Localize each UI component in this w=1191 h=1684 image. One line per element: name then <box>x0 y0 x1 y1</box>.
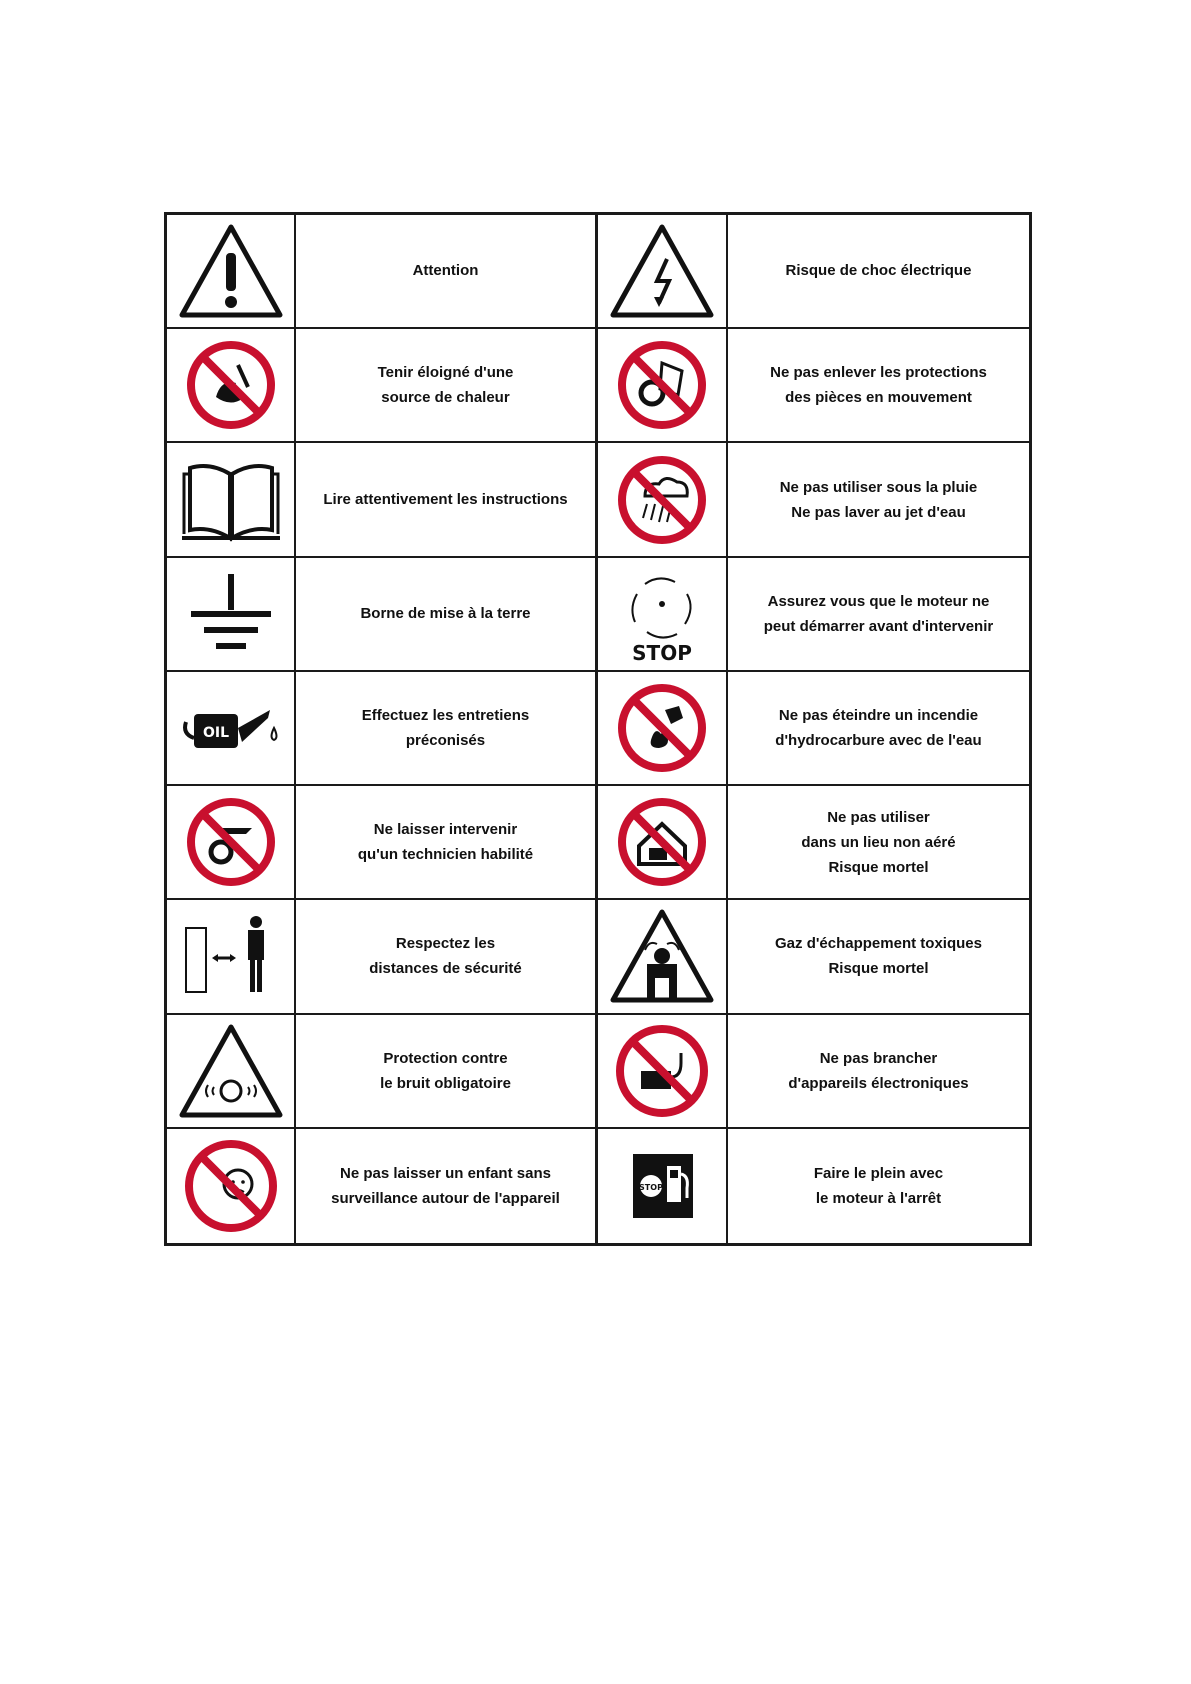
pictogram-label-line: le moteur à l'arrêt <box>815 1189 942 1207</box>
pictogram-label-line: source de chaleur <box>381 389 510 407</box>
pictogram-label <box>764 360 993 410</box>
pictogram-label <box>352 817 539 867</box>
pictogram-label-line: Ne pas utiliser <box>827 808 930 826</box>
pictogram-label-line: Risque mortel <box>828 858 929 876</box>
pictogram-label-line: d'appareils électroniques <box>788 1074 969 1092</box>
pictogram-label-line: des pièces en mouvement <box>785 389 972 407</box>
pictogram-label-cell <box>728 329 1029 443</box>
pictogram-label-line: Ne pas brancher <box>819 1049 938 1067</box>
no-unattended-child-icon <box>167 1129 296 1243</box>
pictogram-label-cell <box>728 215 1029 329</box>
pictogram-label-line: Risque mortel <box>828 960 929 978</box>
pictogram-label-line: Ne pas laver au jet d'eau <box>791 503 966 521</box>
pictogram-label-cell <box>296 558 598 672</box>
pictogram-label-cell <box>728 900 1029 1014</box>
pictogram-label-line: qu'un technicien habilité <box>357 846 534 864</box>
pictogram-label <box>795 805 961 880</box>
pictogram-label-line: Tenir éloigné d'une <box>377 364 514 382</box>
pictogram-label <box>808 1161 949 1211</box>
ear-protection-warning-icon <box>167 1015 296 1129</box>
pictogram-label <box>363 931 528 981</box>
no-rain-icon <box>598 443 728 557</box>
pictogram-label-line: surveillance autour de l'appareil <box>331 1189 560 1207</box>
pictogram-label <box>758 589 999 639</box>
pictogram-label-line: le bruit obligatoire <box>380 1074 511 1092</box>
pictogram-label-cell <box>728 786 1029 900</box>
pictogram-label <box>782 1046 974 1096</box>
pictogram-label-line: Attention <box>412 262 479 280</box>
pictogram-label-line: Ne pas éteindre un incendie <box>778 706 979 724</box>
pictogram-label-line: Gaz d'échappement toxiques <box>775 935 982 953</box>
pictogram-label-line: Risque de choc électrique <box>785 262 972 280</box>
pictogram-label-line: Protection contre <box>383 1049 508 1067</box>
refuel-engine-off-icon <box>598 1129 728 1243</box>
pictogram-label-line: distances de sécurité <box>369 960 522 978</box>
pictogram-label <box>769 931 988 981</box>
pictogram-label <box>374 1046 517 1096</box>
toxic-exhaust-warning-icon <box>598 900 728 1014</box>
safety-distance-icon <box>167 900 296 1014</box>
no-heat-source-icon <box>167 329 296 443</box>
pictogram-label <box>325 1161 566 1211</box>
oil-can-icon <box>167 672 296 786</box>
pictogram-label-cell <box>296 1015 598 1129</box>
pictogram-label-line: Effectuez les entretiens <box>361 706 530 724</box>
no-water-on-fire-icon <box>598 672 728 786</box>
no-remove-guards-icon <box>598 329 728 443</box>
pictogram-label <box>356 703 536 753</box>
electric-shock-warning-icon <box>598 215 728 329</box>
pictogram-label-line: dans un lieu non aéré <box>801 833 956 851</box>
pictogram-label-line: peut démarrer avant d'intervenir <box>763 617 994 635</box>
pictogram-label-line: Ne pas enlever les protections <box>770 364 987 382</box>
pictogram-label-cell <box>296 786 598 900</box>
warning-exclamation-icon <box>167 215 296 329</box>
svg-text:STOP: STOP <box>639 1182 663 1192</box>
svg-text:STOP: STOP <box>632 640 692 664</box>
ground-terminal-icon <box>167 558 296 672</box>
no-electronic-devices-icon <box>598 1015 728 1129</box>
pictogram-label-line: Borne de mise à la terre <box>360 604 531 622</box>
pictogram-label-cell <box>728 672 1029 786</box>
pictogram-label-line: Respectez les <box>395 935 496 953</box>
no-unqualified-repair-icon <box>167 786 296 900</box>
pictogram-label-cell <box>728 1015 1029 1129</box>
pictogram-label-cell <box>728 1129 1029 1243</box>
pictogram-label-cell <box>296 672 598 786</box>
pictogram-label-cell <box>296 900 598 1014</box>
pictogram-label-cell <box>728 443 1029 557</box>
pictogram-label <box>317 490 573 510</box>
pictogram-label <box>372 360 520 410</box>
pictogram-label <box>769 703 987 753</box>
pictogram-label-cell <box>728 558 1029 672</box>
pictogram-label-cell <box>296 443 598 557</box>
pictogram-label-line: Ne pas laisser un enfant sans <box>340 1164 551 1182</box>
pictogram-label-cell <box>296 215 598 329</box>
pictogram-label-line: Assurez vous que le moteur ne <box>767 592 990 610</box>
pictogram-label-line: Faire le plein avec <box>813 1164 944 1182</box>
svg-text:OIL: OIL <box>202 724 229 741</box>
pictogram-label-cell <box>296 329 598 443</box>
pictogram-label-line: Ne pas utiliser sous la pluie <box>779 478 978 496</box>
pictogram-label-line: d'hydrocarbure avec de l'eau <box>775 731 982 749</box>
pictogram-label <box>774 475 984 525</box>
pictogram-label-cell <box>296 1129 598 1243</box>
pictogram-label-line: Lire attentivement les instructions <box>323 490 568 508</box>
read-manual-icon <box>167 443 296 557</box>
pictogram-label <box>354 604 536 624</box>
pictogram-label-line: Ne laisser intervenir <box>373 821 518 839</box>
pictogram-label-line: préconisés <box>405 731 486 749</box>
pictogram-label <box>407 261 485 281</box>
pictogram-label <box>780 261 978 281</box>
safety-pictogram-table <box>164 212 1032 1246</box>
no-indoor-use-icon <box>598 786 728 900</box>
engine-stop-icon <box>598 558 728 672</box>
